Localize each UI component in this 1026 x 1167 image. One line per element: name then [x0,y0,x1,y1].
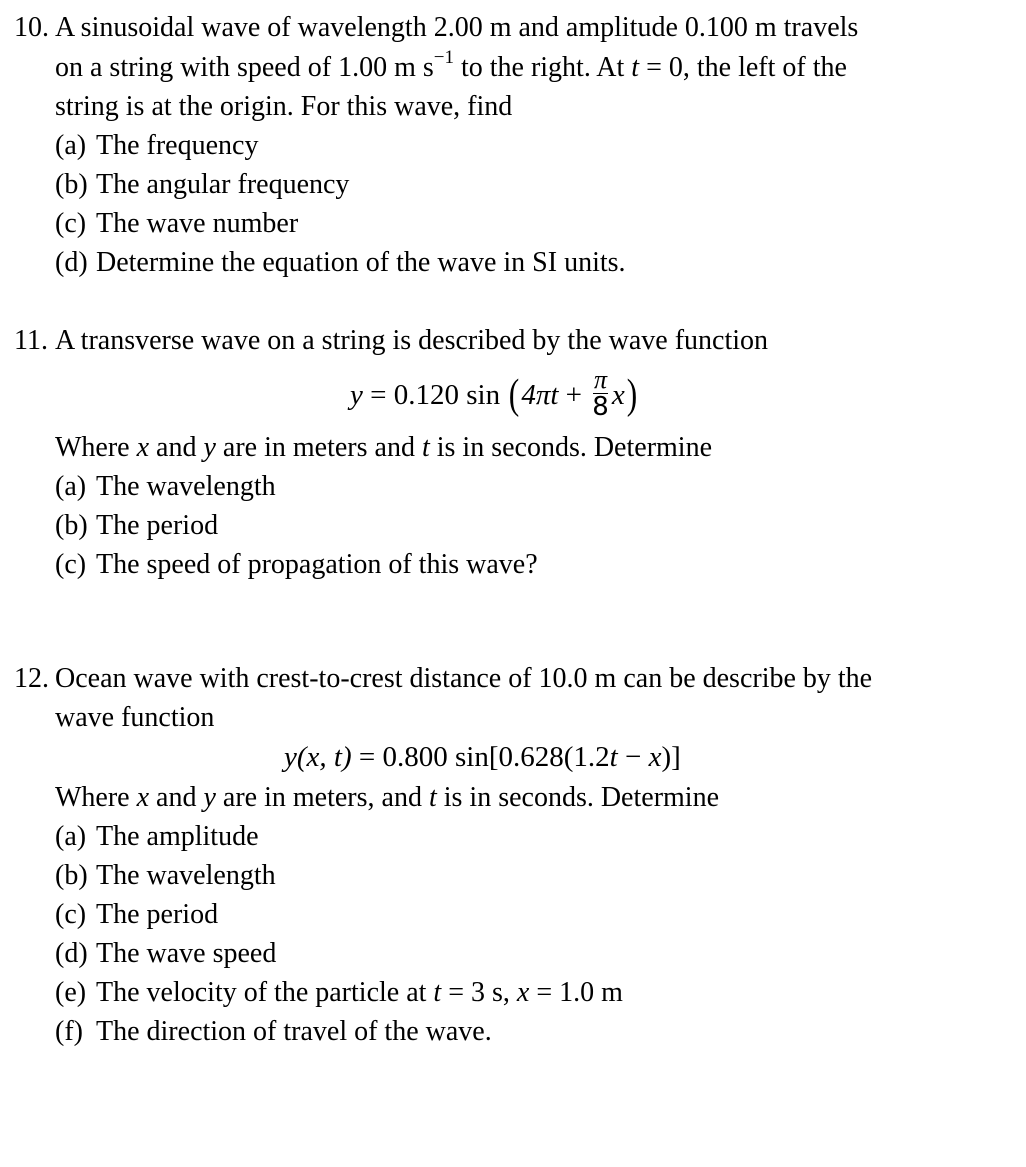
problem-12-line-1: 12. Ocean wave with crest-to-crest distance of 10.0 m can be describe by the [14,663,873,694]
problem-11-part-b: (b) The period [55,510,219,541]
problem-12-where: Where x and y are in meters, and t is in seconds. Determine [55,782,720,813]
problem-12-part-e: (e) The velocity of the particle at t = 3 s, x = 1.0 m [55,977,623,1008]
problem-number: 10. [14,12,49,43]
problem-11-part-a: (a) The wavelength [55,471,276,502]
problem-10-part-c: (c) The wave number [55,208,299,239]
problem-10-part-d: (d) Determine the equation of the wave in SI units. [55,247,626,278]
problem-12-part-b: (b) The wavelength [55,860,276,891]
problem-12-part-a: (a) The amplitude [55,821,259,852]
problem-10-line-1: 10. A sinusoidal wave of wavelength 2.00 m and amplitude 0.100 m travels [14,12,859,43]
problem-11-line-1: 11. A transverse wave on a string is described by the wave function [14,325,769,356]
problem-number: 11. [14,325,48,356]
problem-11-where: Where x and y are in meters and t is in seconds. Determine [55,432,713,463]
problem-10-line-3: string is at the origin. For this wave, find [55,91,513,122]
problem-12-part-d: (d) The wave speed [55,938,277,969]
problem-10-part-b: (b) The angular frequency [55,169,350,200]
problem-12-part-f: (f) The direction of travel of the wave. [55,1016,492,1047]
problem-11-part-c: (c) The speed of propagation of this wave? [55,549,538,580]
problem-10-part-a: (a) The frequency [55,130,259,161]
problem-10-line-2: on a string with speed of 1.00 m $s^{-1}$ to the right. At t = 0, the left of the [55,47,847,83]
fraction-pi-over-8: $\frac{\pi}{8}$ [592,365,609,422]
problem-12-part-c: (c) The period [55,899,219,930]
problem-number: 12. [14,663,49,694]
problem-11-equation: y = 0.120 sin (4πt + $\frac{\pi}{8}$ x) [350,365,637,422]
problem-12-line-2: wave function [55,702,215,733]
problem-12-equation: y(x, t) = 0.800 sin[0.628(1.2t − x)] [284,741,681,773]
